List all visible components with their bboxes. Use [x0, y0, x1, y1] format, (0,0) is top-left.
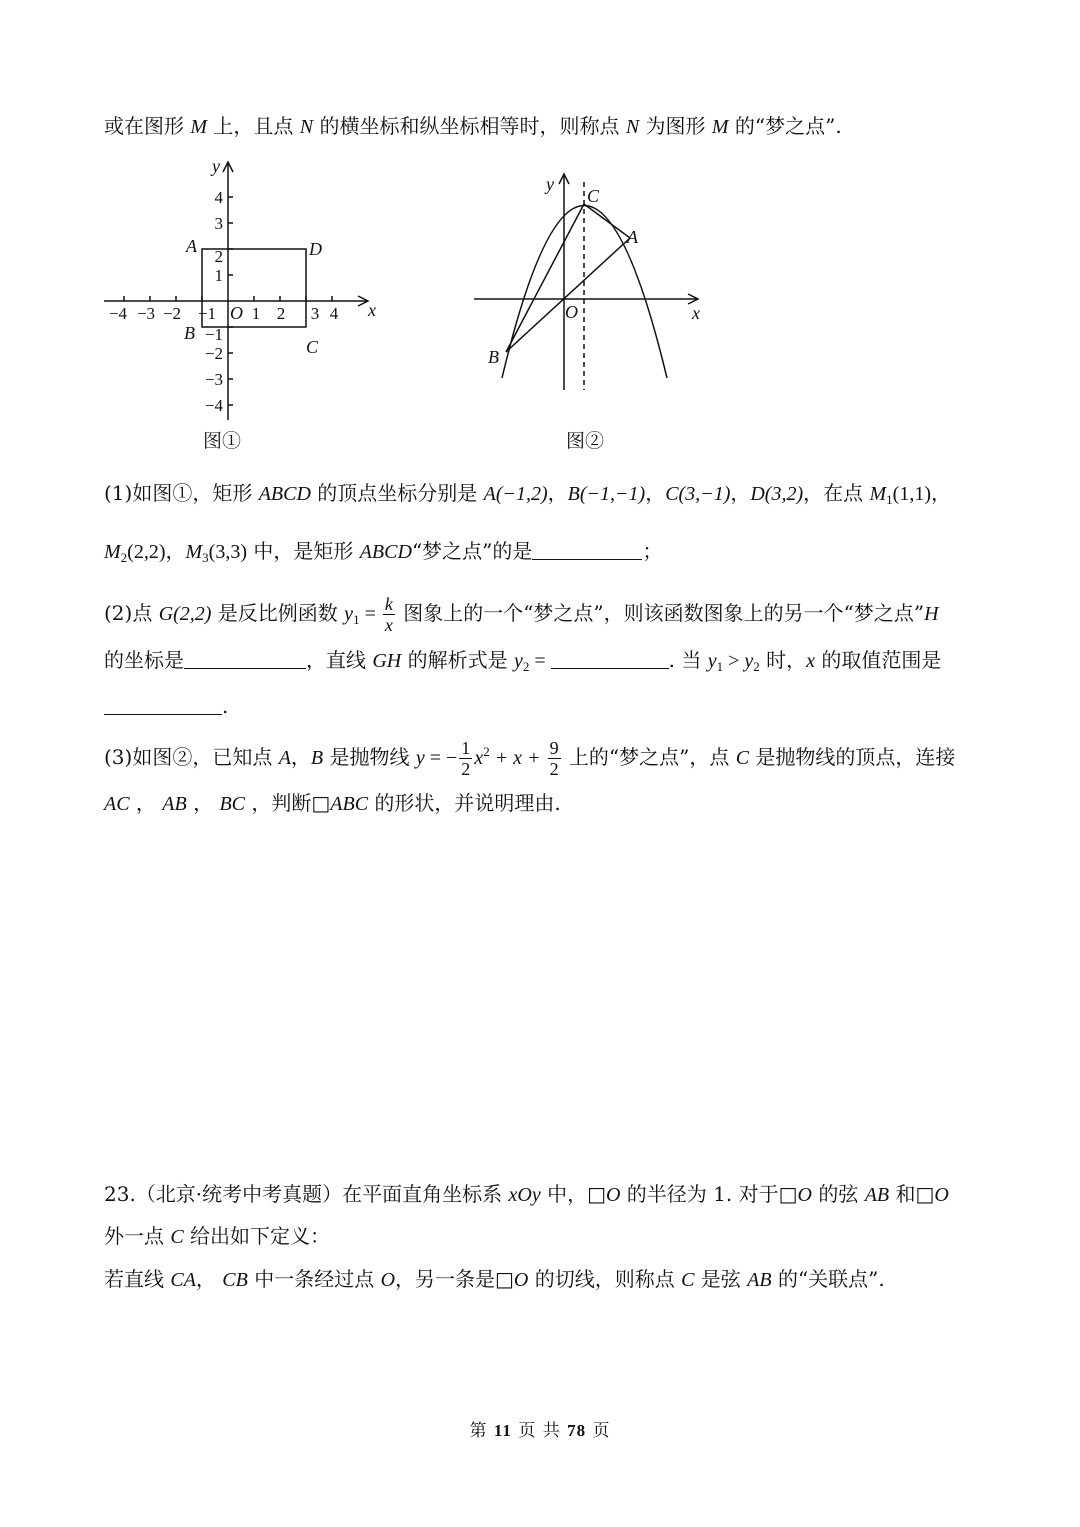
y-tick-label: −1 — [204, 325, 223, 344]
point-label-a: A — [627, 227, 638, 247]
figure-2-caption: 图② — [566, 430, 605, 452]
fraction-denominator: x — [384, 615, 393, 635]
q3-text: ， — [290, 745, 311, 769]
point-c-coord: C(3,−1) — [665, 483, 731, 505]
q23-text: ，另一条是 — [395, 1267, 496, 1291]
math-var: C — [735, 747, 750, 769]
math-var: CB — [222, 1269, 248, 1291]
q23-text: 是弦 — [694, 1267, 748, 1291]
math-var: y — [513, 650, 523, 672]
question-2-line-1 — [104, 594, 939, 635]
fraction-nine-halves — [548, 738, 561, 779]
math-var: x — [474, 747, 484, 769]
q2-text: . — [222, 694, 229, 718]
subscript: 3 — [202, 550, 209, 565]
math-var: H — [924, 603, 939, 625]
answer-blank[interactable] — [184, 648, 306, 669]
math-var: N — [299, 116, 314, 138]
segment-bc — [506, 204, 584, 352]
footer-text: 页 — [586, 1421, 611, 1441]
q1-text: ， — [645, 481, 666, 505]
math-var: M — [869, 483, 887, 505]
q1-text: ， — [547, 481, 568, 505]
x-tick-label: 4 — [329, 304, 339, 323]
q1-text: “梦之点”的是 — [411, 539, 533, 563]
subscript: 2 — [753, 659, 760, 674]
q2-text: (2)点 — [104, 601, 159, 625]
point-g-coord: G(2,2) — [158, 603, 212, 625]
origin-label: O — [230, 303, 243, 323]
point-m3-coord: (3,3) — [208, 541, 247, 563]
math-var: y — [744, 650, 754, 672]
x-tick-label: −2 — [162, 304, 182, 323]
fraction-numerator: k — [384, 594, 393, 614]
q2-text: 的取值范围是 — [815, 648, 942, 672]
vertex-label-d: D — [309, 239, 322, 259]
x-tick-label: −4 — [108, 304, 128, 323]
math-var: C — [681, 1269, 695, 1291]
math-var: O — [797, 1184, 812, 1206]
question-23-line-1 — [104, 1180, 949, 1209]
q23-text: 中， — [540, 1182, 588, 1206]
math-var: B — [310, 747, 324, 769]
q2-text: . 当 — [668, 648, 708, 672]
math-var: y — [344, 603, 354, 625]
point-m1-coord: (1,1) — [892, 483, 931, 505]
q2-text: 的解析式是 — [401, 648, 514, 672]
math-var: x — [806, 650, 816, 672]
subscript: 1 — [886, 492, 893, 507]
math-expression: + x + — [489, 747, 546, 769]
intro-text: 或在图形 — [104, 114, 191, 138]
fraction-numerator: 9 — [549, 738, 559, 758]
q3-text: ， — [129, 791, 163, 815]
q3-text: 是抛物线 — [323, 745, 416, 769]
math-var: xOy — [508, 1184, 541, 1206]
math-var: AB — [864, 1184, 890, 1206]
total-pages: 78 — [567, 1421, 587, 1440]
x-tick-label: 3 — [310, 304, 320, 323]
q23-text: 的半径为 1. 对于 — [620, 1182, 779, 1206]
subscript: 2 — [522, 659, 530, 674]
q23-text: 中一条经过点 — [247, 1267, 381, 1291]
missing-glyph-box: □ — [915, 1182, 935, 1206]
y-tick-label: 2 — [214, 247, 223, 266]
point-a-coord: A(−1,2) — [483, 483, 548, 505]
y-tick-label: 4 — [214, 188, 223, 207]
figure-2-parabola — [466, 168, 716, 398]
q2-text: 时， — [759, 648, 807, 672]
q3-text: 的形状，并说明理由. — [368, 791, 561, 815]
math-var: y — [415, 747, 425, 769]
question-1-line-1 — [104, 479, 951, 514]
superscript: 2 — [483, 744, 490, 759]
x-tick-label: −1 — [197, 304, 217, 323]
q3-text: 上的“梦之点”，点 — [562, 745, 736, 769]
subscript: 1 — [353, 612, 360, 627]
page-footer — [0, 1416, 1080, 1441]
math-var: ABCD — [359, 541, 412, 563]
math-var: AC — [104, 793, 130, 815]
math-var: ABC — [330, 793, 369, 815]
math-var: CA — [170, 1269, 196, 1291]
question-3-line-2 — [104, 789, 561, 818]
question-2-line-3 — [104, 692, 228, 720]
y-tick-label: −4 — [204, 396, 223, 415]
x-tick-label: −3 — [136, 304, 156, 323]
axis-label-x: x — [692, 303, 700, 323]
figure-1-coordinate-grid — [96, 150, 386, 430]
answer-blank[interactable] — [532, 539, 642, 560]
missing-glyph-box: □ — [587, 1182, 606, 1206]
answer-blank[interactable] — [104, 694, 222, 715]
q3-text: ，判断 — [245, 791, 312, 815]
footer-text: 页 共 — [511, 1421, 568, 1441]
answer-blank[interactable] — [551, 648, 669, 669]
q1-text: (1)如图①，矩形 — [104, 481, 259, 505]
math-var: AB — [162, 793, 187, 815]
fraction-k-over-x — [383, 594, 395, 635]
missing-glyph-box: □ — [311, 791, 331, 815]
subscript: 1 — [716, 659, 724, 674]
intro-text: 的“梦之点”. — [728, 114, 842, 138]
math-var: M — [190, 116, 208, 138]
math-var: O — [606, 1184, 621, 1206]
math-var: O — [513, 1269, 529, 1291]
math-var: BC — [219, 793, 245, 815]
fraction-denominator: 2 — [549, 759, 559, 779]
math-var: ABCD — [258, 483, 311, 505]
fraction-one-half — [459, 738, 472, 779]
equals-sign: = — [359, 603, 381, 625]
axis-label-x: x — [368, 300, 376, 320]
equals-sign: = — [529, 650, 551, 672]
intro-text: 的横坐标和纵坐标相等时，则称点 — [313, 114, 626, 138]
math-var: M — [711, 116, 729, 138]
q1-text: 中，是矩形 — [247, 539, 360, 563]
page-number: 11 — [493, 1421, 512, 1440]
intro-text: 为图形 — [639, 114, 712, 138]
q23-text: 和 — [889, 1182, 916, 1206]
fraction-denominator: 2 — [461, 759, 471, 779]
q3-text: ， — [186, 791, 220, 815]
math-var: C — [170, 1226, 184, 1248]
q23-text: 若直线 — [104, 1267, 171, 1291]
equals-minus: = − — [424, 747, 458, 769]
segment-ac — [584, 204, 630, 238]
intro-line — [104, 112, 842, 141]
q2-text: ，直线 — [306, 648, 373, 672]
subscript: 2 — [120, 550, 128, 565]
q23-text: 的弦 — [811, 1182, 865, 1206]
q23-text: 的切线，则称点 — [528, 1267, 682, 1291]
math-var: M — [185, 541, 203, 563]
axis-label-y: y — [212, 156, 220, 176]
q2-text: 是反比例函数 — [211, 601, 345, 625]
origin-label: O — [565, 302, 578, 322]
footer-text: 第 — [469, 1421, 494, 1441]
missing-glyph-box: □ — [778, 1182, 798, 1206]
q1-text: ， — [165, 539, 186, 563]
missing-glyph-box: □ — [495, 1267, 514, 1291]
q1-text: ，在点 — [803, 481, 870, 505]
axis-label-y: y — [546, 174, 554, 194]
question-1-line-2 — [104, 537, 662, 572]
x-tick-label: 2 — [276, 304, 286, 323]
q23-text: 23.（北京·统考中考真题）在平面直角坐标系 — [104, 1182, 509, 1206]
point-b-coord: B(−1,−1) — [567, 483, 646, 505]
math-var: N — [625, 116, 640, 138]
question-2-line-2 — [104, 646, 941, 681]
point-label-b: B — [488, 347, 499, 367]
q1-text: ； — [642, 539, 663, 563]
point-d-coord: D(3,2) — [750, 483, 804, 505]
math-var: M — [104, 541, 121, 563]
q3-text: (3)如图②，已知点 — [104, 745, 279, 769]
y-tick-label: 3 — [214, 214, 223, 233]
q2-text: 的坐标是 — [104, 648, 184, 672]
figure-1-caption: 图① — [203, 430, 242, 452]
y-tick-label: −2 — [204, 344, 223, 363]
vertex-label-c: C — [587, 186, 600, 206]
x-tick-label: 1 — [251, 304, 261, 323]
y-tick-label: −3 — [204, 370, 223, 389]
q2-text: 图象上的一个“梦之点”，则该函数图象上的另一个“梦之点” — [396, 601, 925, 625]
question-23-line-3 — [104, 1265, 885, 1294]
q3-text: 是抛物线的顶点，连接 — [749, 745, 956, 769]
q1-text: ， — [730, 481, 751, 505]
fraction-numerator: 1 — [461, 738, 471, 758]
question-3-line-1 — [104, 738, 955, 779]
intro-text: 上，且点 — [207, 114, 300, 138]
math-var: A — [278, 747, 291, 769]
vertex-label-b: B — [184, 323, 195, 343]
math-var: y — [707, 650, 717, 672]
greater-than-sign: > — [723, 650, 745, 672]
q23-text: ， — [195, 1267, 223, 1291]
math-var: AB — [747, 1269, 772, 1291]
q23-text: 外一点 — [104, 1224, 171, 1248]
point-m2-coord: (2,2) — [127, 541, 166, 563]
q23-text: 的“关联点”. — [771, 1267, 885, 1291]
math-var: O — [934, 1184, 949, 1206]
q1-text: ， — [930, 481, 951, 505]
q23-text: 给出如下定义： — [183, 1224, 331, 1248]
q1-text: 的顶点坐标分别是 — [310, 481, 484, 505]
math-var: GH — [372, 650, 402, 672]
math-var: O — [380, 1269, 396, 1291]
question-23-line-2 — [104, 1222, 330, 1251]
vertex-label-c: C — [306, 337, 319, 357]
vertex-label-a: A — [186, 236, 197, 256]
y-tick-label: 1 — [214, 266, 223, 285]
